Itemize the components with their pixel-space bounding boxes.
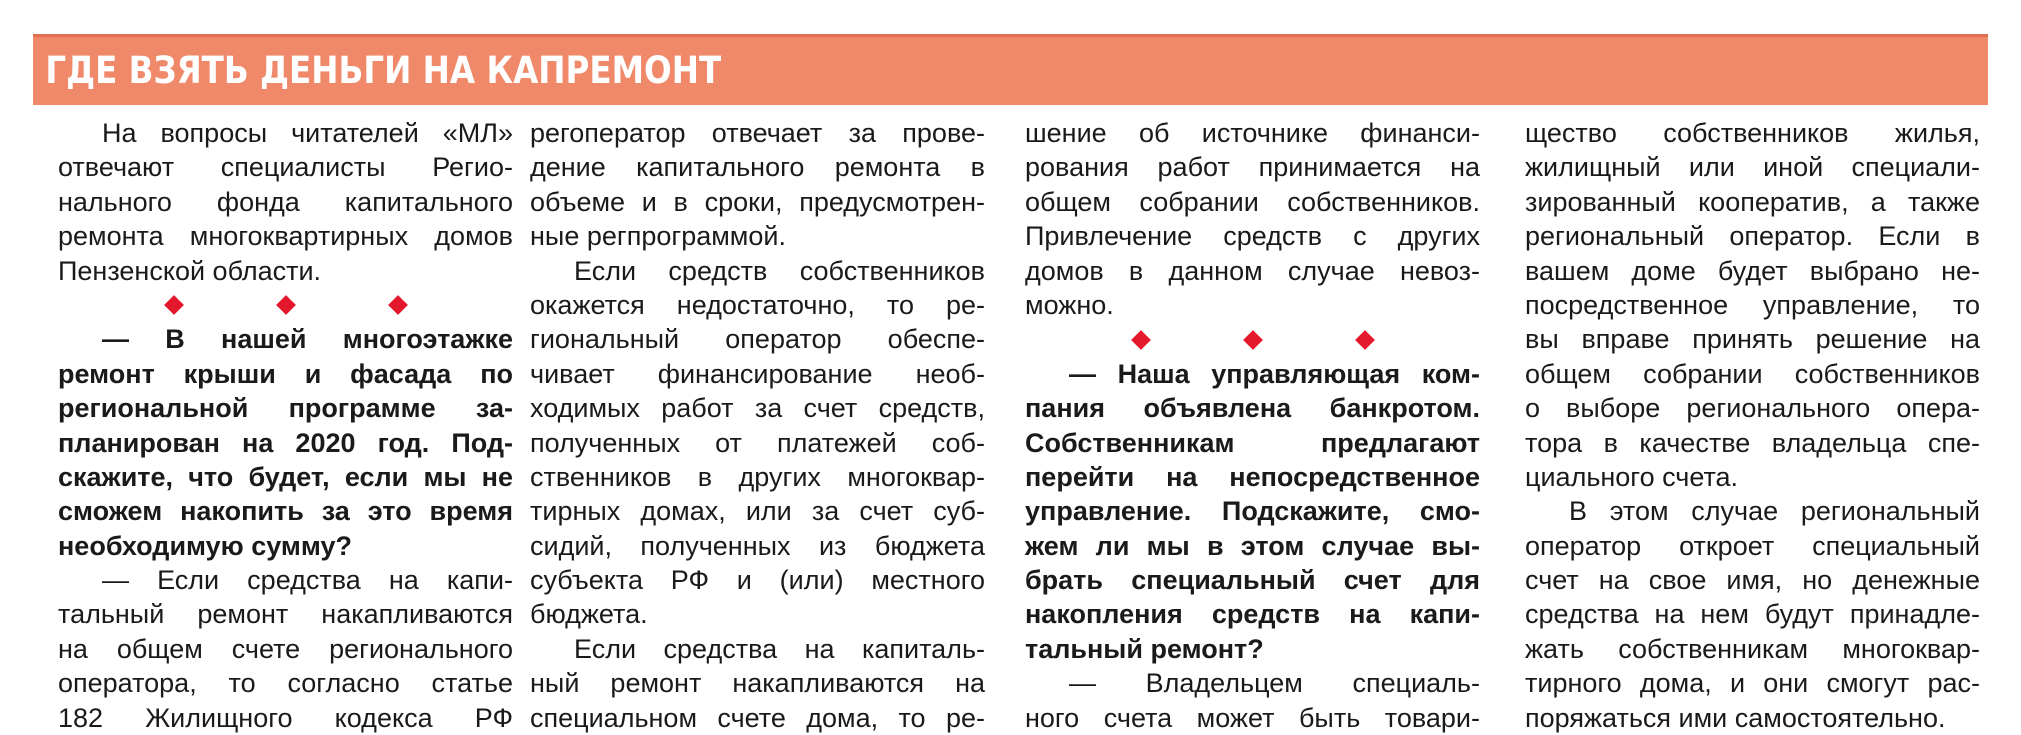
text-line: окажется недостаточно, то ре- [530,289,985,320]
text-line: 182 Жилищного кодекса РФ [58,702,513,733]
text-line: бюджета. [530,599,648,630]
text-line: жилищный или иной специали- [1525,152,1980,183]
text-line: ремонта многоквартирных домов [58,221,513,252]
question-2 [1025,357,1480,667]
text-line: ные регпрограммой. [530,221,786,252]
paragraph [1025,116,1480,322]
text-line: необходимую сумму? [58,530,353,561]
text-line: региональный оператор. Если в [1525,221,1980,252]
text-line: полученных от платежей соб- [530,427,985,458]
text-line: вы вправе принять решение на [1525,324,1980,355]
answer-2 [1025,666,1480,735]
diamond-icon [1131,330,1151,350]
diamond-icon [1355,330,1375,350]
text-line: шение об источнике финанси- [1025,118,1480,148]
text-line: — Если средства на капи- [102,565,513,596]
text-line: накопления средств на капи- [1025,599,1480,630]
text-line: щество собственников жилья, [1525,118,1980,148]
diamond-icon [164,295,184,315]
answer-1 [58,563,513,735]
text-line: объеме и в сроки, предусмотрен- [530,186,985,217]
text-line: — В нашей многоэтажке [102,324,513,355]
text-line: оператора, то согласно статье [58,668,513,699]
column-2 [530,116,985,733]
text-line: сидий, полученных из бюджета [530,530,985,561]
column-1 [58,116,513,733]
text-line: ремонт крыши и фасада по [58,358,513,389]
text-line: посредственное управление, то [1525,289,1980,320]
column-3 [1025,116,1480,733]
text-line: — Владельцем специаль- [1069,668,1480,699]
text-line: жем ли мы в этом случае вы- [1025,530,1480,561]
text-line: жать собственникам многоквар- [1525,633,1980,664]
text-line: вашем доме будет выбрано не- [1525,255,1980,286]
text-line: оператор откроет специальный [1525,530,1980,561]
text-line: Если средств собственников [574,255,985,286]
text-line: перейти на непосредственное [1025,461,1480,492]
text-line: тальный ремонт? [1025,633,1264,664]
text-line: планирован на 2020 год. Под- [58,427,513,458]
text-line: рования работ принимается на [1025,152,1480,183]
section-divider [1025,322,1480,356]
text-line: тирного дома, и они смогут рас- [1525,668,1980,699]
text-line: общем собрании собственников. [1025,186,1480,217]
paragraph [1525,116,1980,494]
text-line: управление. Подскажите, смо- [1025,496,1480,527]
headline: ГДЕ ВЗЯТЬ ДЕНЬГИ НА КАПРЕМОНТ [45,49,722,92]
text-line: тирных домах, или за счет суб- [530,496,985,527]
text-line: нального фонда капитального [58,186,513,217]
text-line: На вопросы читателей «МЛ» [102,118,513,148]
paragraph [530,632,985,735]
paragraph [530,116,985,254]
diamond-icon [1243,330,1263,350]
text-line: общем собрании собственников [1525,358,1980,389]
headline-bar [33,34,1988,105]
text-line: Если средства на капиталь- [574,633,985,664]
text-line: дение капитального ремонта в [530,152,985,183]
text-line: ственников в других многоквар- [530,461,985,492]
text-line: скажите, что будет, если мы не [58,461,513,492]
text-line: чивает финансирование необ- [530,358,985,389]
text-line: гиональный оператор обеспе- [530,324,985,355]
text-line: Привлечение средств с других [1025,221,1480,252]
text-line: регоператор отвечает за прове- [530,118,985,148]
section-divider [58,288,513,322]
text-line: счет на свое имя, но денежные [1525,565,1980,596]
text-line: домов в данном случае невоз- [1025,255,1480,286]
diamond-icon [388,295,408,315]
text-line: Собственникам предлагают [1025,427,1480,458]
text-line: субъекта РФ и (или) местного [530,565,985,596]
text-line: Пензенской области. [58,255,322,286]
text-line: зированный кооператив, а также [1525,186,1980,217]
text-line: тора в качестве владельца спе- [1525,427,1980,458]
diamond-icon [276,295,296,315]
text-line: брать специальный счет для [1025,565,1480,596]
paragraph [530,254,985,632]
text-line: — Наша управляющая ком- [1069,358,1480,389]
text-line: средства на нем будут принадле- [1525,599,1980,630]
text-line: тальный ремонт накапливаются [58,599,513,630]
text-line: циального счета. [1525,461,1739,492]
text-line: ходимых работ за счет средств, [530,393,985,424]
text-line: на общем счете регионального [58,633,513,664]
text-line: региональной программе за- [58,393,513,424]
question-1 [58,322,513,563]
text-line: пания объявлена банкротом. [1025,393,1480,424]
intro-paragraph [58,116,513,288]
text-line: В этом случае региональный [1569,496,1980,527]
text-line: ный ремонт накапливаются на [530,668,985,699]
text-line: можно. [1025,289,1114,320]
paragraph [1525,494,1980,735]
text-line: поряжаться ими самостоятельно. [1525,702,1946,733]
column-4 [1525,116,1980,733]
text-line: отвечают специалисты Регио- [58,152,513,183]
text-line: о выборе регионального опера- [1525,393,1980,424]
text-line: ного счета может быть товари- [1025,702,1480,733]
text-line: сможем накопить за это время [58,496,513,527]
text-line: специальном счете дома, то ре- [530,702,985,733]
